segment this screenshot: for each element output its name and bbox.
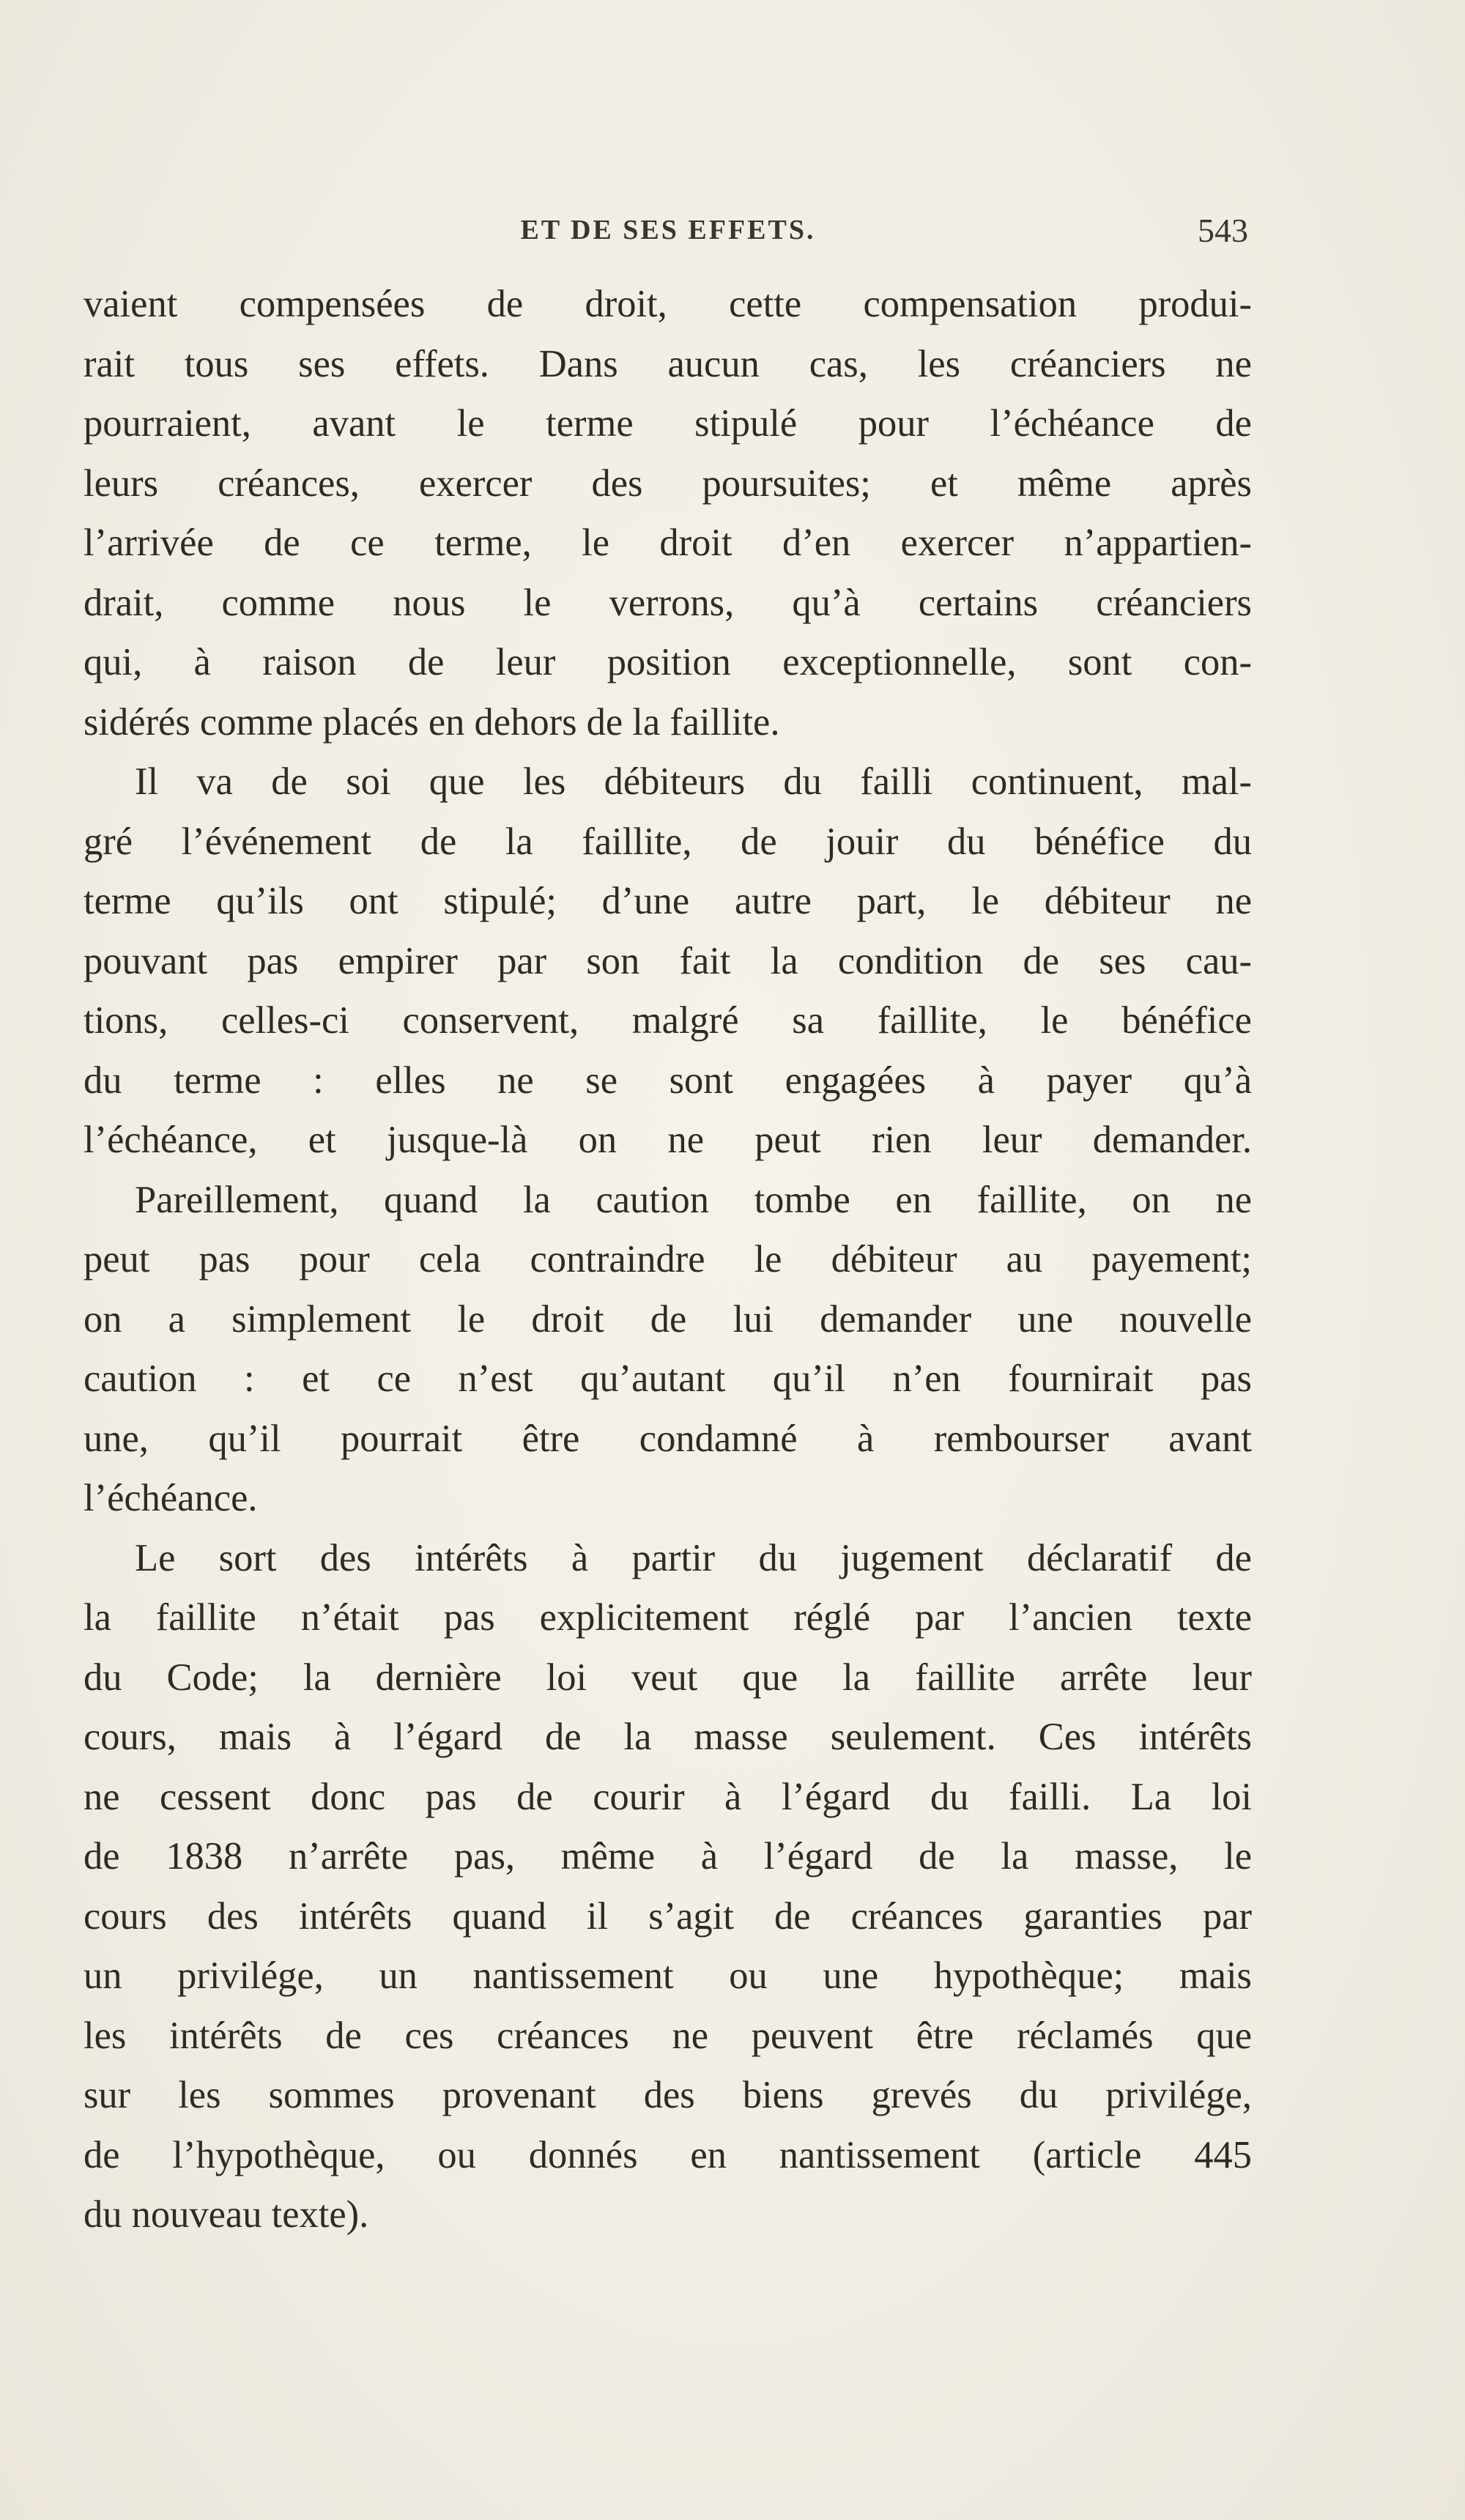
text-line: caution : et ce n’est qu’autant qu’il n’en fournirait pas (84, 1357, 1252, 1400)
text-line: la faillite n’était pas explicitement réglé par l’ancien texte (84, 1596, 1252, 1639)
running-title: ET DE SES EFFETS. (520, 215, 816, 245)
text-line: drait, comme nous le verrons, qu’à certains créanciers (84, 581, 1252, 624)
text-line: de l’hypothèque, ou donnés en nantissement (article 445 (84, 2133, 1252, 2176)
text-line: cours des intérêts quand il s’agit de créances garanties par (84, 1894, 1252, 1938)
page-header (82, 214, 1254, 258)
text-line: de 1838 n’arrête pas, même à l’égard de la masse, le (84, 1835, 1252, 1878)
text-line: gré l’événement de la faillite, de jouir du bénéfice du (84, 820, 1252, 863)
page-number: 543 (1198, 212, 1248, 249)
text-line: une, qu’il pourrait être condamné à rembourser avant (84, 1417, 1252, 1460)
text-line: sur les sommes provenant des biens grevés du privilége, (84, 2074, 1252, 2116)
text-line: cours, mais à l’égard de la masse seulement. Ces intérêts (84, 1716, 1252, 1758)
text-line: sidérés comme placés en dehors de la faillite. (84, 700, 780, 744)
text-line: tions, celles-ci conservent, malgré sa faillite, le bénéfice (84, 999, 1252, 1042)
text-line: l’échéance, et jusque-là on ne peut rien leur demander. (84, 1119, 1252, 1161)
text-line: ne cessent donc pas de courir à l’égard du failli. La loi (84, 1775, 1252, 1818)
text-line: rait tous ses effets. Dans aucun cas, les créanciers ne (84, 342, 1252, 385)
text-line: leurs créances, exercer des poursuites; et même après (84, 462, 1252, 505)
text-line: vaient compensées de droit, cette compensation produi- (84, 283, 1252, 325)
text-line: Il va de soi que les débiteurs du failli continuent, mal- (135, 760, 1252, 803)
text-line: qui, à raison de leur position exceptionnelle, sont con- (84, 641, 1252, 683)
text-line: pouvant pas empirer par son fait la condition de ses cau- (84, 939, 1252, 982)
text-line: les intérêts de ces créances ne peuvent être réclamés que (84, 2014, 1252, 2057)
text-line: l’échéance. (84, 1477, 258, 1519)
text-line: du nouveau texte). (84, 2193, 369, 2236)
text-line: pourraient, avant le terme stipulé pour l’échéance de (84, 402, 1252, 445)
text-line: un privilége, un nantissement ou une hypothèque; mais (84, 1954, 1252, 1997)
text-line: peut pas pour cela contraindre le débiteur au payement; (84, 1238, 1252, 1281)
body-text (84, 275, 1252, 2245)
text-line: Le sort des intérêts à partir du jugement déclaratif de (135, 1536, 1252, 1579)
text-line: terme qu’ils ont stipulé; d’une autre part, le débiteur ne (84, 880, 1252, 922)
text-line: on a simplement le droit de lui demander une nouvelle (84, 1297, 1252, 1341)
text-line: l’arrivée de ce terme, le droit d’en exercer n’appartien- (84, 522, 1252, 564)
text-line: du terme : elles ne se sont engagées à payer qu’à (84, 1059, 1252, 1102)
text-line: du Code; la dernière loi veut que la faillite arrête leur (84, 1656, 1252, 1699)
text-line: Pareillement, quand la caution tombe en faillite, on ne (135, 1178, 1252, 1221)
